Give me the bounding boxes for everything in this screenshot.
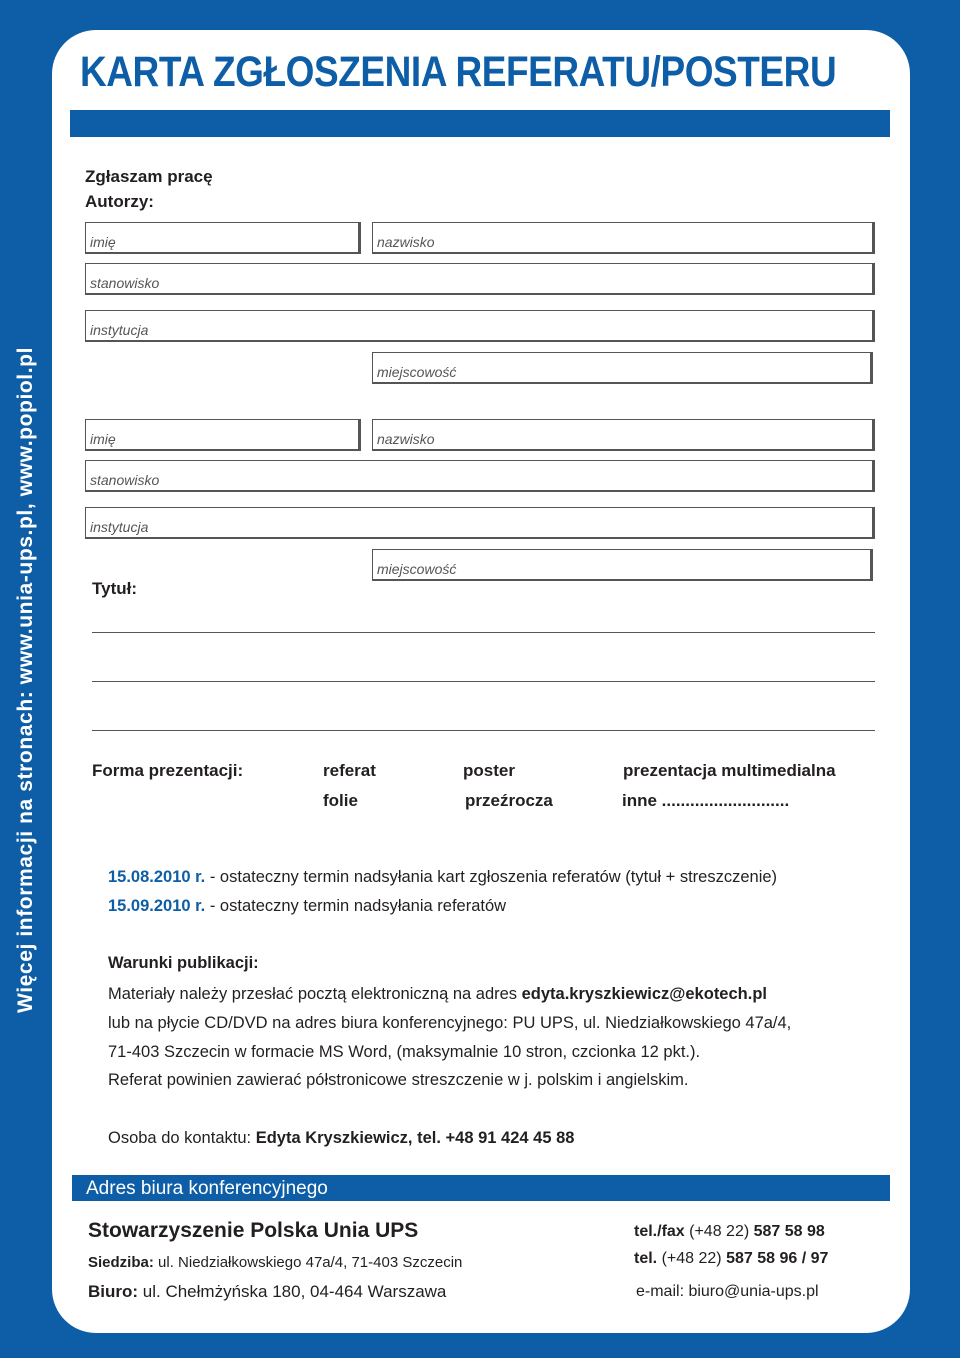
title-line-1[interactable]: [92, 632, 875, 633]
option-referat[interactable]: referat: [323, 761, 376, 780]
office-email[interactable]: e-mail: biuro@unia-ups.pl: [636, 1283, 819, 1300]
address-bar-label: Adres biura konferencyjnego: [86, 1178, 328, 1199]
conditions-heading: Warunki publikacji:: [108, 954, 259, 972]
deadline-text: - ostateczny termin nadsyłania referatów: [205, 897, 507, 915]
telfax-prefix: (+48 22): [684, 1223, 754, 1240]
option-folie[interactable]: folie: [323, 791, 358, 810]
seat-line: [88, 1254, 462, 1271]
telfax-line: [634, 1223, 825, 1241]
option-multimedia[interactable]: prezentacja multimedialna: [623, 761, 836, 780]
conditions-line-3: 71-403 Szczecin w formacie MS Word, (maksymalnie 10 stron, czcionka 12 pkt.).: [108, 1043, 701, 1061]
tel-line: [634, 1250, 828, 1268]
sidebar-banner: [6, 230, 46, 1130]
sidebar-text: Więcej informacji na stronach: www.unia-ups.pl, www.popiol.pl: [14, 346, 37, 1014]
office-line: [88, 1282, 446, 1302]
author1-institution-field[interactable]: [85, 310, 875, 342]
submission-email[interactable]: edyta.kryszkiewicz@ekotech.pl: [521, 985, 767, 1003]
field-label: stanowisko: [90, 275, 160, 291]
author2-position-field[interactable]: [85, 460, 875, 492]
field-label: miejscowość: [377, 561, 457, 577]
option-przezrocza[interactable]: przeźrocza: [465, 791, 553, 810]
field-label: nazwisko: [377, 431, 435, 447]
contact-value: Edyta Kryszkiewicz, tel. +48 91 424 45 88: [255, 1129, 575, 1147]
field-label: instytucja: [90, 322, 149, 338]
field-label: imię: [90, 431, 116, 447]
author1-position-field[interactable]: [85, 263, 875, 295]
contact-line: [108, 1129, 574, 1148]
deadline-2: [108, 897, 506, 916]
title-line-3[interactable]: [92, 730, 875, 731]
page-title: KARTA ZGŁOSZENIA REFERATU/POSTERU: [80, 48, 837, 96]
telfax-number: 587 58 98: [753, 1223, 825, 1240]
tel-prefix: (+48 22): [657, 1250, 727, 1267]
author1-city-field[interactable]: [372, 352, 873, 384]
contact-label: Osoba do kontaktu:: [108, 1129, 256, 1147]
field-label: instytucja: [90, 519, 149, 535]
author2-city-field[interactable]: [372, 549, 873, 581]
office-label: Biuro:: [88, 1282, 139, 1301]
deadline-date: 15.08.2010 r.: [108, 868, 206, 886]
deadline-1: [108, 868, 777, 887]
author2-first-name-field[interactable]: [85, 419, 361, 451]
conditions-text: Materiały należy przesłać pocztą elektroniczną na adres: [108, 985, 522, 1003]
author2-institution-field[interactable]: [85, 507, 875, 539]
form-card: [52, 30, 910, 1333]
presentation-label: Forma prezentacji:: [92, 761, 244, 780]
tel-label: tel.: [634, 1250, 658, 1267]
conditions-line-2: lub na płycie CD/DVD na adres biura konferencyjnego: PU UPS, ul. Niedziałkowskiego 47a/4,: [108, 1014, 792, 1032]
conditions-line-4: Referat powinien zawierać półstronicowe streszczenie w j. polskim i angielskim.: [108, 1071, 689, 1089]
office-value: ul. Chełmżyńska 180, 04-464 Warszawa: [138, 1282, 447, 1301]
address-bar: [72, 1175, 890, 1201]
field-label: stanowisko: [90, 472, 160, 488]
title-label: Tytuł:: [92, 579, 138, 598]
tel-number: 587 58 96 / 97: [726, 1250, 829, 1267]
telfax-label: tel./fax: [634, 1223, 685, 1240]
submit-label: Zgłaszam pracę: [85, 167, 213, 186]
field-label: nazwisko: [377, 234, 435, 250]
deadline-text: - ostateczny termin nadsyłania kart zgłoszenia referatów (tytuł + streszczenie): [205, 868, 778, 886]
option-inne[interactable]: inne ...........................: [622, 791, 790, 810]
field-label: imię: [90, 234, 116, 250]
author1-first-name-field[interactable]: [85, 222, 361, 254]
author2-last-name-field[interactable]: [372, 419, 875, 451]
deadline-date: 15.09.2010 r.: [108, 897, 206, 915]
org-name: Stowarzyszenie Polska Unia UPS: [88, 1219, 419, 1242]
title-bar: [70, 110, 890, 137]
seat-value: ul. Niedziałkowskiego 47a/4, 71-403 Szczecin: [153, 1254, 463, 1271]
author1-last-name-field[interactable]: [372, 222, 875, 254]
seat-label: Siedziba:: [88, 1254, 154, 1271]
field-label: miejscowość: [377, 364, 457, 380]
title-line-2[interactable]: [92, 681, 875, 682]
conditions-line-1: [108, 985, 767, 1004]
authors-label: Autorzy:: [85, 192, 154, 211]
option-poster[interactable]: poster: [463, 761, 515, 780]
